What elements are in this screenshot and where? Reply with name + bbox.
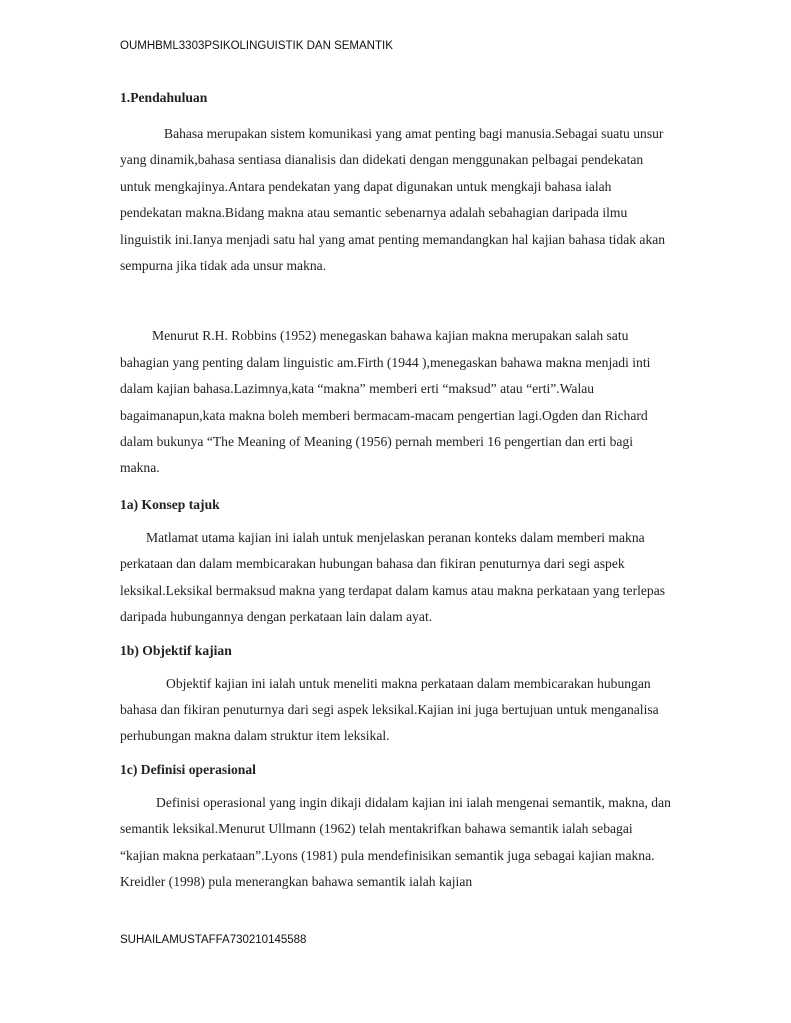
section-heading-objektif-kajian: 1b) Objektif kajian: [120, 642, 232, 658]
page-footer: SUHAILAMUSTAFFA730210145588: [120, 934, 307, 946]
paragraph-konsep-tajuk: Matlamat utama kajian ini ialah untuk menjelaskan peranan konteks dalam memberi makna perkataan dan dalam membicarakan hubungan bahasa dan fikiran penuturnya dari segi aspek leksikal.Leksikal bermaksud makna yang terdapat dalam kamus atau makna perkataan yang terlepas daripada hubungannya dengan perkataan lain dalam ayat.: [120, 529, 666, 625]
page-header: OUMHBML3303PSIKOLINGUISTIK DAN SEMANTIK: [120, 40, 393, 52]
paragraph-robbins: Menurut R.H. Robbins (1952) menegaskan bahawa kajian makna merupakan salah satu bahagian yang penting dalam linguistic am.Firth (1944 ),menegaskan bahawa makna menjadi inti dalam kajian bahasa.Lazimnya,kata “makna” memberi erti “maksud” atau “erti”.Walau bagaimanapun,kata makna boleh memberi bermacam-macam pengertian lagi.Ogden dan Richard dalam bukunya “The Meaning of Meaning (1956) pernah memberi 16 pengertian dan erti bagi makna.: [120, 328, 651, 476]
section-heading-definisi-operasional: 1c) Definisi operasional: [120, 761, 256, 777]
paragraph-pendahuluan: Bahasa merupakan sistem komunikasi yang amat penting bagi manusia.Sebagai suatu unsur yang dinamik,bahasa sentiasa dianalisis dan didekati dengan menggunakan pelbagai pendekatan untuk mengkajinya.Antara pendekatan yang dapat digunakan untuk mengkaji bahasa ialah pendekatan makna.Bidang makna atau semantic sebenarnya adalah sebahagian daripada ilmu linguistik ini.Ianya menjadi satu hal yang amat penting memandangkan hal kajian bahasa tidak akan sempurna jika tidak ada unsur makna.: [120, 126, 666, 274]
section-heading-konsep-tajuk: 1a) Konsep tajuk: [120, 496, 220, 512]
document-body: [120, 90, 672, 895]
section-heading-pendahuluan: 1.Pendahuluan: [120, 90, 208, 105]
paragraph-definisi-operasional: Definisi operasional yang ingin dikaji didalam kajian ini ialah mengenai semantik, makna, dan semantik leksikal.Menurut Ullmann (1962) telah mentakrifkan bahawa semantik ialah sebagai “kajian makna perkataan”.Lyons (1981) pula mendefinisikan semantik juga sebagai kajian makna. Kreidler (1998) pula menerangkan bahawa semantik ialah kajian: [120, 794, 671, 889]
paragraph-objektif-kajian: Objektif kajian ini ialah untuk meneliti makna perkataan dalam membicarakan hubungan bahasa dan fikiran penuturnya dari segi aspek leksikal.Kajian ini juga bertujuan untuk menganalisa perhubungan makna dalam struktur item leksikal.: [120, 675, 659, 744]
